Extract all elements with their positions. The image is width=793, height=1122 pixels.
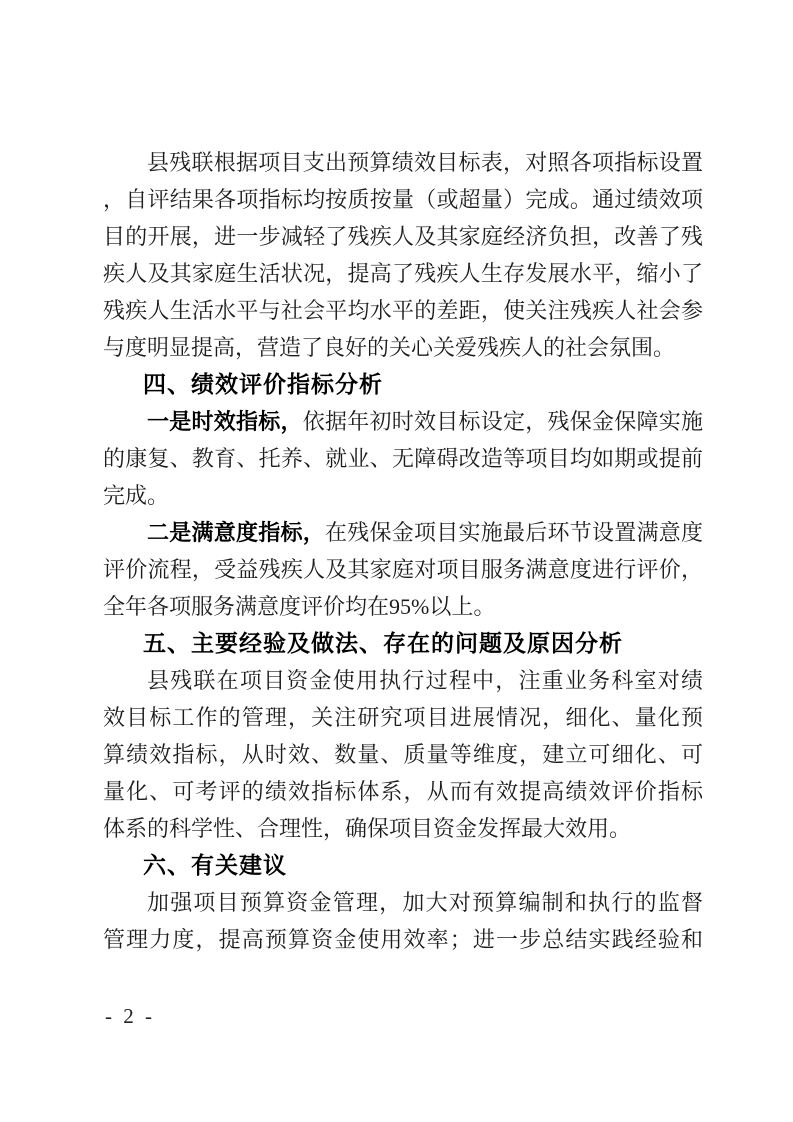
text-line — [103, 144, 703, 181]
bold-run: 二是满意度指标， — [147, 520, 325, 545]
text-line — [103, 255, 703, 292]
bold-run: 一是时效指标， — [147, 409, 303, 434]
bold-run: 四、绩效评价指标分析 — [143, 371, 383, 397]
text-line — [103, 329, 703, 366]
text-run: 与度明显提高，营造了良好的关心关爱残疾人的社会氛围。 — [103, 335, 676, 360]
text-line — [103, 810, 703, 847]
text-run: 体系的科学性、合理性，确保项目资金发挥最大效用。 — [103, 816, 632, 841]
text-run: 量化、可考评的绩效指标体系，从而有效提高绩效评价指标 — [103, 779, 703, 804]
text-run: 效目标工作的管理，关注研究项目进展情况，细化、量化预 — [103, 705, 703, 730]
text-line — [103, 773, 703, 810]
text-run: 管理力度，提高预算资金使用效率；进一步总结实践经验和 — [103, 927, 703, 952]
text-run: 县残联在项目资金使用执行过程中，注重业务科室对绩 — [147, 668, 703, 693]
text-run: 残疾人生活水平与社会平均水平的差距，使关注残疾人社会参 — [103, 298, 703, 323]
text-line — [103, 292, 703, 329]
text-run: 目的开展，进一步减轻了残疾人及其家庭经济负担，改善了残 — [103, 224, 703, 249]
text-line — [103, 403, 703, 440]
page-number-footer: - 2 - — [105, 1004, 155, 1028]
section-heading — [103, 625, 703, 662]
section-heading — [103, 366, 703, 403]
bold-run: 五、主要经验及做法、存在的问题及原因分析 — [143, 630, 623, 656]
text-run: 算绩效指标，从时效、数量、质量等维度，建立可细化、可 — [103, 742, 703, 767]
text-line — [103, 440, 703, 477]
text-run: 完成。 — [103, 483, 170, 508]
text-run: 疾人及其家庭生活状况，提高了残疾人生存发展水平，缩小了 — [103, 261, 703, 286]
text-run: 评价流程，受益残疾人及其家庭对项目服务满意度进行评价， — [103, 557, 703, 582]
text-line — [103, 588, 703, 625]
text-run: 全年各项服务满意度评价均在95%以上。 — [103, 594, 496, 619]
text-run: 县残联根据项目支出预算绩效目标表，对照各项指标设置 — [147, 150, 703, 175]
text-line — [103, 736, 703, 773]
text-line — [103, 181, 703, 218]
text-run: 在残保金项目实施最后环节设置满意度 — [325, 520, 703, 545]
text-line — [103, 477, 703, 514]
section-heading — [103, 847, 703, 884]
text-line — [103, 921, 703, 958]
text-run: ，自评结果各项指标均按质按量（或超量）完成。通过绩效项 — [103, 187, 703, 212]
text-line — [103, 514, 703, 551]
text-line — [103, 551, 703, 588]
text-line — [103, 662, 703, 699]
text-line — [103, 884, 703, 921]
text-run: 依据年初时效目标设定，残保金保障实施 — [302, 409, 703, 434]
document-body — [103, 144, 703, 958]
text-line — [103, 699, 703, 736]
text-run: 加强项目预算资金管理，加大对预算编制和执行的监督 — [147, 890, 703, 915]
text-run: 的康复、教育、托养、就业、无障碍改造等项目均如期或提前 — [103, 446, 703, 471]
bold-run: 六、有关建议 — [143, 852, 287, 878]
text-line — [103, 218, 703, 255]
